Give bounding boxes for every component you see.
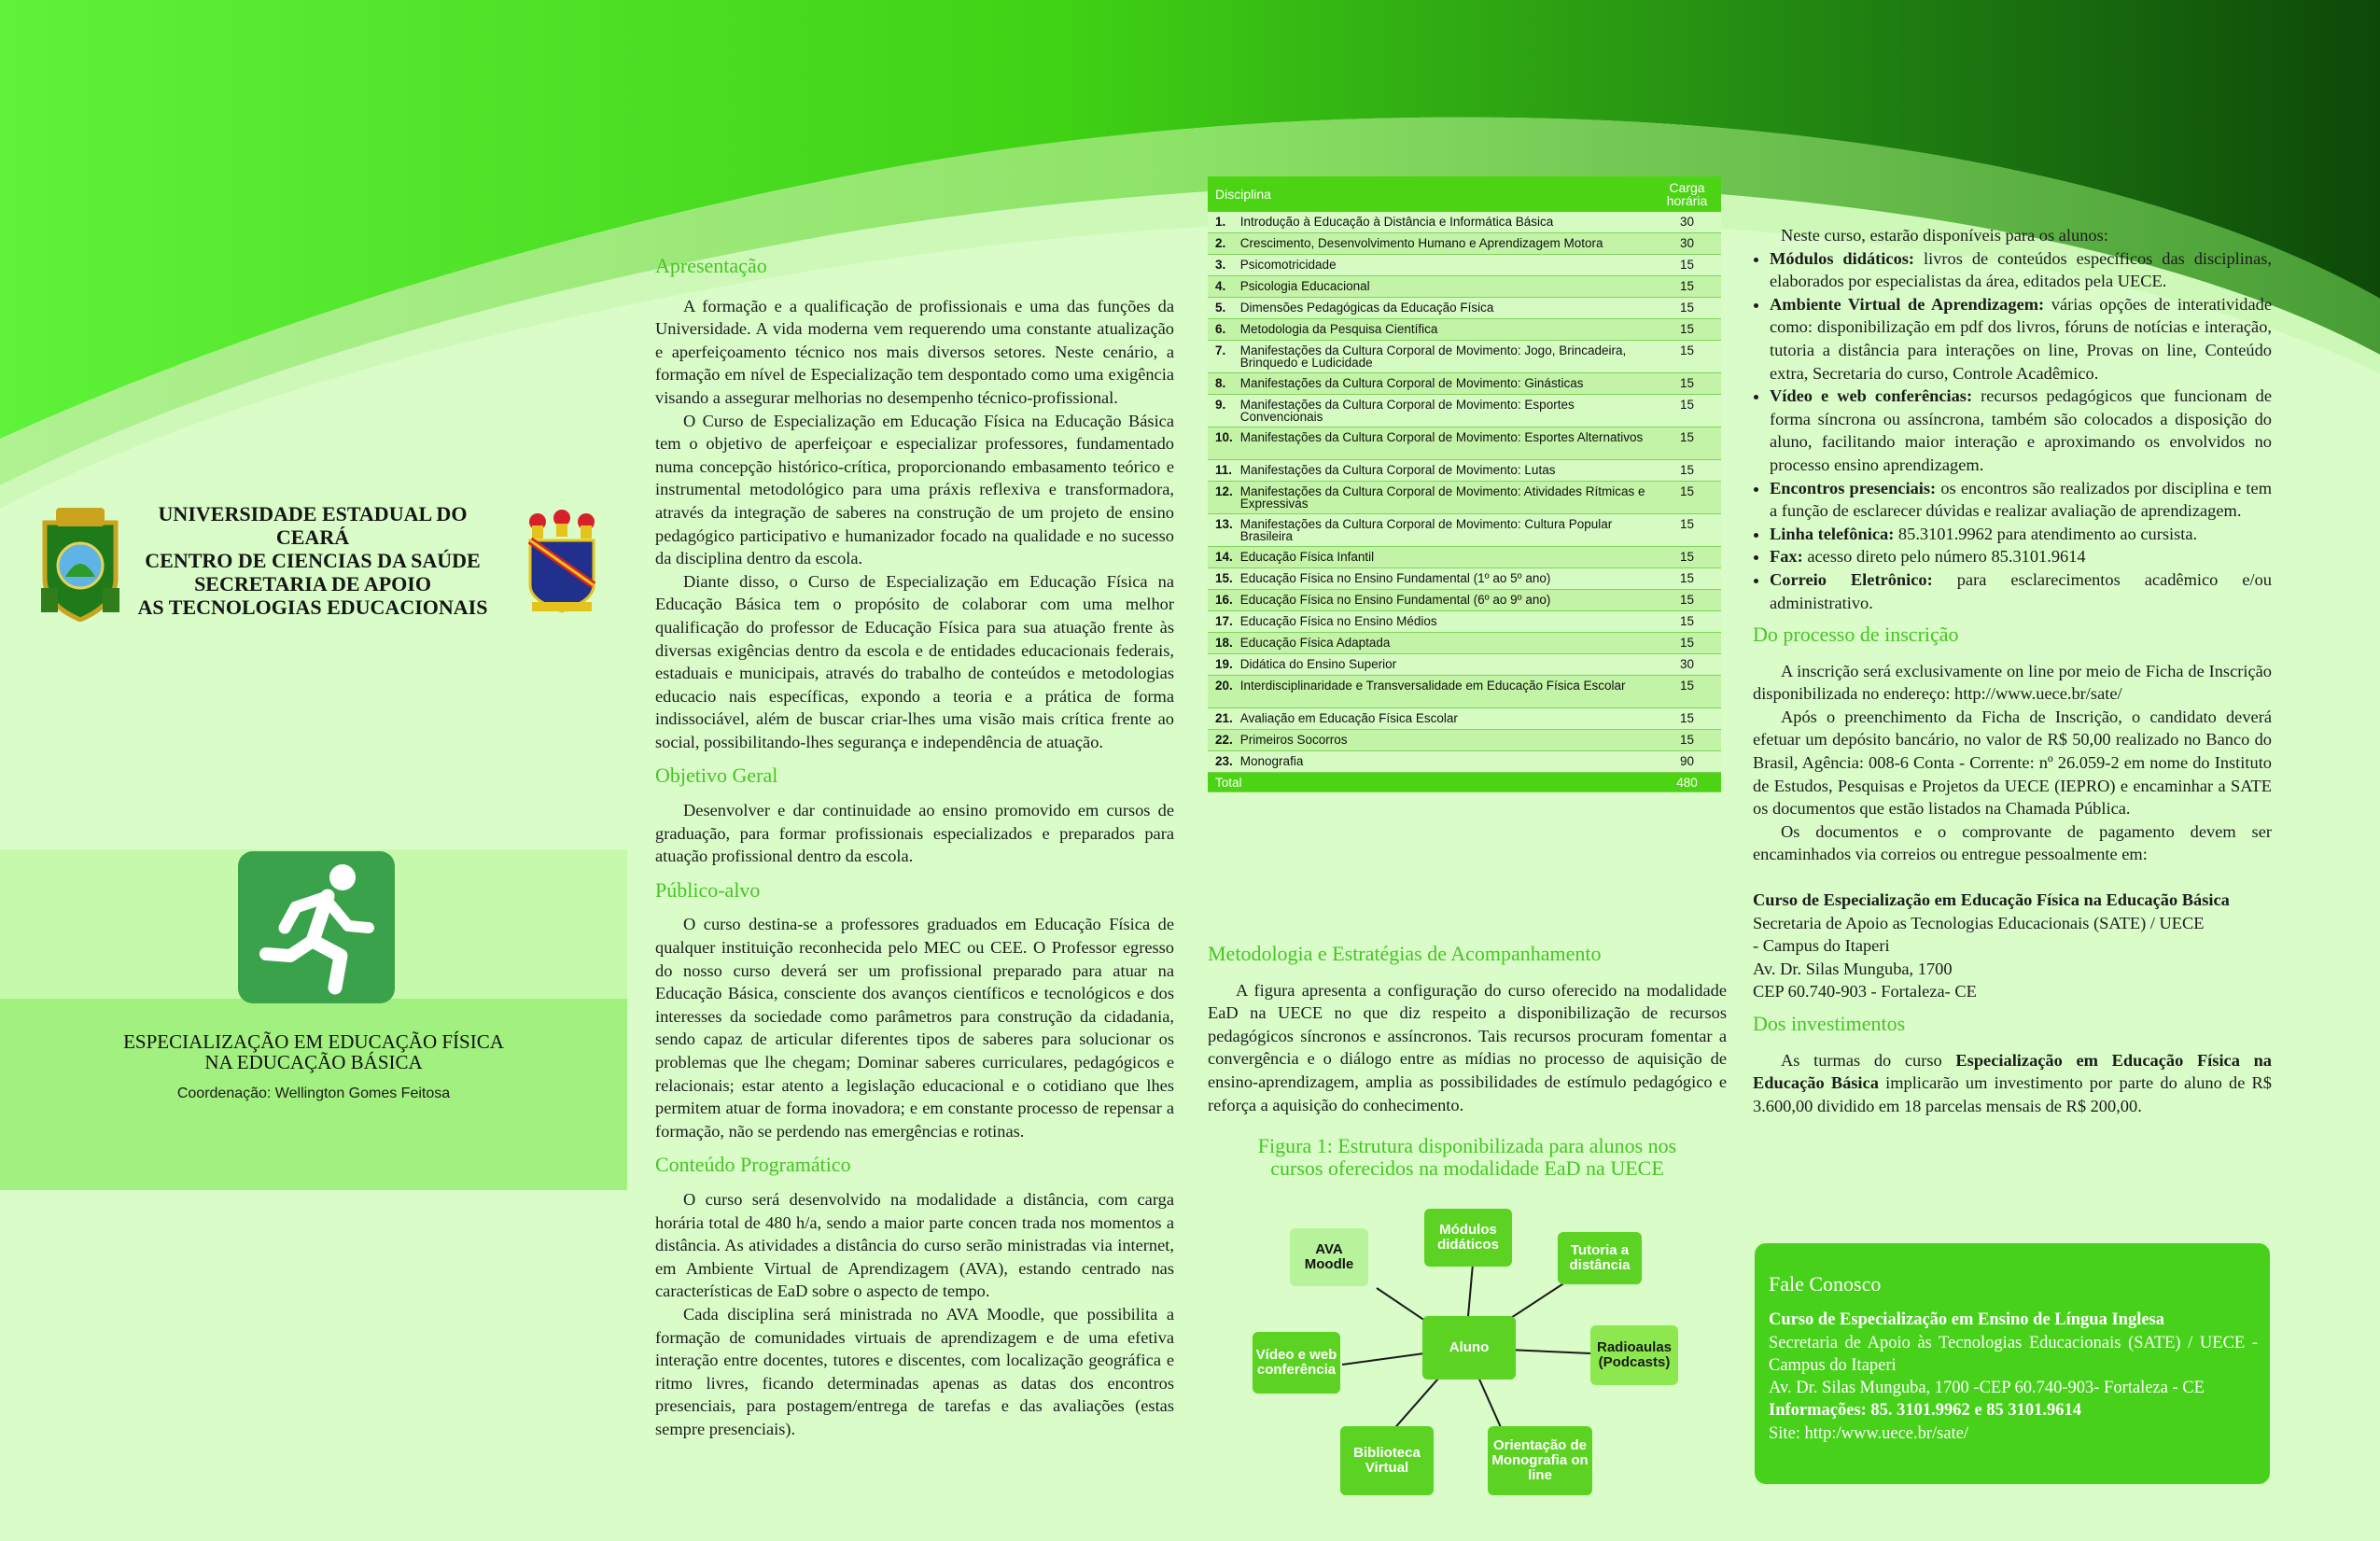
- resource-label: Fax:: [1770, 547, 1803, 567]
- row-discipline: Metodologia da Pesquisa Científica: [1237, 319, 1653, 341]
- address-line: Secretaria de Apoio as Tecnologias Educacionais (SATE) / UECE: [1753, 913, 2205, 932]
- resource-text: várias opções de interatividade como: disponibilização em pdf dos livros, fóruns de notícias e interação, tutoria a distância para interações on line, Provas on line, Conteúdo extra, Secretaria do curso, Controle Acadêmico.: [1770, 294, 2272, 383]
- resource-label: Linha telefônica:: [1770, 524, 1895, 543]
- row-number: 16.: [1208, 590, 1237, 611]
- row-number: 9.: [1208, 395, 1237, 427]
- table-row: [1208, 341, 1721, 373]
- node-ava-moodle: AVA Moodle: [1290, 1228, 1368, 1286]
- disciplines-table: [1208, 176, 1721, 792]
- resource-text: recursos pedagógicos que funcionam de forma síncrona ou assíncrona, também são colocados a disposição do aluno, facilitando maior interação e aproximando os envolvidos no processo ensino aprendizagem.: [1770, 386, 2273, 474]
- row-number: 23.: [1208, 751, 1237, 773]
- row-hours: 15: [1653, 590, 1721, 611]
- row-discipline: Interdisciplinaridade e Transversalidade em Educação Física Escolar: [1237, 676, 1653, 708]
- table-row: [1208, 633, 1721, 654]
- row-hours: 15: [1653, 341, 1721, 373]
- table-row: [1208, 373, 1721, 395]
- row-number: 22.: [1208, 730, 1237, 751]
- table-row: [1208, 298, 1721, 319]
- resource-text: 85.3101.9962 para atendimento ao cursista.: [1894, 524, 2198, 543]
- row-discipline: Manifestações da Cultura Corporal de Movimento: Esportes Convencionais: [1237, 395, 1653, 427]
- contact-line: Av. Dr. Silas Munguba, 1700 -CEP 60.740-903- Fortaleza - CE: [1769, 1379, 2205, 1398]
- row-discipline: Primeiros Socorros: [1237, 730, 1653, 751]
- inv-bold: Especialização em Educação Física na Educação Básica: [1753, 1050, 2273, 1093]
- address-line: CEP 60.740-903 - Fortaleza- CE: [1753, 982, 1977, 1002]
- row-hours: 30: [1653, 654, 1721, 676]
- contact-phones: Informações: 85. 3101.9962 e 85 3101.9614: [1769, 1401, 2082, 1421]
- resource-item: [1770, 545, 2272, 568]
- resource-item: [1770, 293, 2272, 385]
- course-title: [112, 1031, 515, 1072]
- row-number: 1.: [1208, 212, 1237, 233]
- section-title-metodologia: Metodologia e Estratégias de Acompanhamento: [1208, 942, 1602, 965]
- resource-label: Ambiente Virtual de Aprendizagem:: [1770, 294, 2045, 314]
- institution-line: AS TECNOLOGIAS EDUCACIONAIS: [137, 595, 488, 619]
- row-discipline: Introdução à Educação à Distância e Informática Básica: [1237, 212, 1653, 233]
- course-title-line: NA EDUCAÇÃO BÁSICA: [204, 1051, 423, 1073]
- table-row: [1208, 568, 1721, 590]
- table-row: [1208, 708, 1721, 730]
- row-number: 15.: [1208, 568, 1237, 590]
- resource-text: para esclarecimentos acadêmico e/ou administrativo.: [1770, 569, 2272, 612]
- section-title-publico: Público-alvo: [655, 877, 761, 902]
- paragraph: Diante disso, o Curso de Especialização em Educação Física na Educação Básica tem o propósito de colaborar com uma melhor qualificação do professor de Educação Física para sua atuação frente às diversas exigências dentro da escola e de entidades educacionais federais, estaduais e municipais, através do trabalho de conteúdos e metodologias educacio nais específicas, expondo a teoria e a prática de forma indissociável, além de buscar criar-lhes uma visão mais crítica frente ao social, possibilitando-lhes segurança e independência de atuação.: [655, 571, 1174, 751]
- institution-name: [131, 502, 495, 619]
- table-row: [1208, 514, 1721, 547]
- row-discipline: Manifestações da Cultura Corporal de Movimento: Cultura Popular Brasileira: [1237, 514, 1653, 547]
- column-2: [1208, 943, 1727, 1180]
- row-discipline: Educação Física Adaptada: [1237, 633, 1653, 654]
- table-header-row: [1208, 176, 1721, 212]
- row-hours: 15: [1653, 730, 1721, 751]
- row-discipline: Manifestações da Cultura Corporal de Movimento: Lutas: [1237, 460, 1653, 482]
- row-hours: 15: [1653, 708, 1721, 730]
- resource-label: Correio Eletrônico:: [1770, 569, 1933, 589]
- section-title-investimentos: Dos investimentos: [1753, 1012, 1906, 1035]
- row-discipline: Manifestações da Cultura Corporal de Movimento: Jogo, Brincadeira, Brinquedo e Ludicidade: [1237, 341, 1653, 373]
- row-discipline: Educação Física no Ensino Fundamental (6º ao 9º ano): [1237, 590, 1653, 611]
- node-orientacao: Orientação de Monografia on line: [1488, 1426, 1592, 1495]
- row-number: 18.: [1208, 633, 1237, 654]
- row-hours: 15: [1653, 460, 1721, 482]
- table-row: [1208, 590, 1721, 611]
- row-number: 21.: [1208, 708, 1237, 730]
- table-row: [1208, 319, 1721, 341]
- coordination: Coordenação: Wellington Gomes Feitosa: [176, 1086, 451, 1101]
- header-hours: Carga horária: [1653, 176, 1721, 212]
- paragraph: A inscrição será exclusivamente on line por meio de Ficha de Inscrição disponibilizada no endereço: http://www.uece.br/sate/: [1753, 661, 2272, 704]
- row-hours: 15: [1653, 611, 1721, 633]
- figure-title: [1208, 1135, 1727, 1180]
- ceara-crest-logo: [37, 504, 123, 622]
- table-row: [1208, 255, 1721, 276]
- row-number: 12.: [1208, 482, 1237, 514]
- inv-post: implicarão um investimento por parte do aluno de R$ 3.600,00 dividido em 18 parcelas mensais de R$ 200,00.: [1753, 1073, 2272, 1115]
- uece-crest-logo: [525, 509, 599, 616]
- row-hours: 15: [1653, 276, 1721, 298]
- paragraph: O Curso de Especialização em Educação Física na Educação Básica tem o objetivo de aperfeiçoar e especializar professores, fundamentado numa concepção histórico-crítica, proporcionando embasamento teórico e instrumental metodológico para uma práxis reflexiva e transformadora, através da integração de saberes na construção de um projeto de ensino pedagógico participativo e humanizador focado na qualidade e no sucesso da disciplina dentro da escola.: [655, 411, 1174, 568]
- row-hours: 15: [1653, 568, 1721, 590]
- section-title-inscricao: Do processo de inscrição: [1753, 623, 1959, 647]
- row-hours: 15: [1653, 255, 1721, 276]
- paragraph: Cada disciplina será ministrada no AVA Moodle, que possibilita a formação de comunidades virtuais de aprendizagem e de uma efetiva interação entre docentes, tutores e discentes, com localização geográfica e ritmo livres, ficando determinadas apenas as datas dos encontros presenciais, para postagem/entrega de tarefas e das avaliações (estas sempre presenciais).: [655, 1304, 1174, 1438]
- resource-text: acesso direto pelo número 85.3101.9614: [1802, 547, 2086, 567]
- paragraph: Desenvolver e dar continuidade ao ensino promovido em cursos de graduação, para formar profissionais especializados e preparados para atuação profissional dentro da escola.: [655, 801, 1174, 866]
- total-label: Total: [1208, 773, 1653, 792]
- total-hours: 480: [1653, 773, 1721, 792]
- resource-item: [1770, 477, 2272, 523]
- table-row: [1208, 395, 1721, 427]
- resource-item: [1770, 568, 2272, 614]
- node-video-conferencia: Vídeo e web conferência: [1253, 1332, 1340, 1394]
- figure-title-line: cursos oferecidos na modalidade EaD na UECE: [1270, 1156, 1664, 1181]
- table-row: [1208, 427, 1721, 460]
- row-discipline: Crescimento, Desenvolvimento Humano e Aprendizagem Motora: [1237, 233, 1653, 255]
- row-hours: 15: [1653, 373, 1721, 395]
- resource-text: livros de conteúdos específicos das disciplinas, elaborados por especialistas da área, editados pela UECE.: [1770, 248, 2272, 291]
- row-number: 17.: [1208, 611, 1237, 633]
- table-row: [1208, 654, 1721, 676]
- row-discipline: Monografia: [1237, 751, 1653, 773]
- row-discipline: Manifestações da Cultura Corporal de Movimento: Atividades Rítmicas e Expressivas: [1237, 482, 1653, 514]
- section-title-apresentacao: Apresentação: [655, 254, 767, 277]
- row-hours: 90: [1653, 751, 1721, 773]
- contact-course: Curso de Especialização em Ensino de Língua Inglesa: [1769, 1310, 2165, 1330]
- row-number: 6.: [1208, 319, 1237, 341]
- table-row: [1208, 730, 1721, 751]
- node-tutoria: Tutoria a distância: [1558, 1232, 1642, 1284]
- resource-label: Encontros presenciais:: [1770, 478, 1937, 497]
- inv-pre: As turmas do curso: [1781, 1050, 1956, 1070]
- row-number: 11.: [1208, 460, 1237, 482]
- row-hours: 30: [1653, 233, 1721, 255]
- row-number: 14.: [1208, 547, 1237, 568]
- row-discipline: Didática do Ensino Superior: [1237, 654, 1653, 676]
- row-number: 13.: [1208, 514, 1237, 547]
- contact-title: Fale Conosco: [1769, 1272, 1882, 1296]
- contact-line: Secretaria de Apoio às Tecnologias Educacionais (SATE) / UECE - Campus do Itaperi: [1769, 1333, 2258, 1375]
- investimento-paragraph: [1753, 1049, 2272, 1118]
- paragraph: Os documentos e o comprovante de pagamento devem ser encaminhados via correios ou entregue pessoalmente em:: [1753, 821, 2272, 864]
- contact-box: [1755, 1243, 2270, 1484]
- resource-label: Módulos didáticos:: [1770, 248, 1915, 268]
- table-row: [1208, 611, 1721, 633]
- row-discipline: Psicomotricidade: [1237, 255, 1653, 276]
- paragraph: A formação e a qualificação de profissionais e uma das funções da Universidade. A vida moderna vem requerendo uma constante atualização e aperfeiçoamento técnico nos mais diversos setores. Neste cenário, a formação em nível de Especialização tem despontado como uma exigência visando a assegurar melhorias no desempenho técnico-profissional.: [655, 296, 1174, 407]
- course-title-line: ESPECIALIZAÇÃO EM EDUCAÇÃO FÍSICA: [123, 1030, 504, 1053]
- row-hours: 15: [1653, 298, 1721, 319]
- row-number: 8.: [1208, 373, 1237, 395]
- paragraph: O curso destina-se a professores graduados em Educação Física de qualquer instituição reconhecida pelo MEC ou CEE. O Professor egresso do nosso curso deverá ser um profissional preparado para atuar na Educação Básica, consciente dos avanços científicos e tecnológicos e dos interesses da sociedade como parâmetros para construção da cidadania, sendo capaz de articular diferentes tipos de saberes para solucionar os problemas que lhe chegam; Dominar saberes curriculares, pedagógicos e relacionais; estar atento a legislação educacional e o cotidiano que lhes permitem atuar de forma inovadora; e em constante processo de repensar a formação, não se perdendo nas emergências e rotinas.: [655, 915, 1174, 1141]
- row-number: 5.: [1208, 298, 1237, 319]
- table-row: [1208, 233, 1721, 255]
- resource-item: [1770, 247, 2272, 293]
- row-discipline: Manifestações da Cultura Corporal de Movimento: Esportes Alternativos: [1237, 427, 1653, 460]
- paragraph: O curso será desenvolvido na modalidade a distância, com carga horária total de 480 h/a, sendo a maior parte concen trada nos momentos a distância. As atividades a distância do curso serão ministradas via internet, em Ambiente Virtual de Aprendizagem (AVA), estando centrado nas características de EaD sobre o aspecto de tempo.: [655, 1189, 1174, 1301]
- resource-item: [1770, 523, 2272, 546]
- paragraph: A figura apresenta a configuração do curso oferecido na modalidade EaD na UECE no que diz respeito a disponibilização de recursos pedagógicos síncronos e assíncronos. Tais recursos procuram fomentar a convergência e o diálogo entre as mídias no processo de aquisição de ensino-aprendizagem, amplia as possibilidades de estímulo pedagógico e reforça a aquisição do conhecimento.: [1208, 980, 1727, 1114]
- row-number: 10.: [1208, 427, 1237, 460]
- address-line: - Campus do Itaperi: [1753, 936, 1890, 956]
- address-line: Av. Dr. Silas Munguba, 1700: [1753, 959, 1953, 978]
- institution-line: CENTRO DE CIENCIAS DA SAÚDE: [145, 549, 481, 572]
- table-row: [1208, 482, 1721, 514]
- column-1: [655, 255, 1174, 1441]
- node-modulos-didaticos: Módulos didáticos: [1424, 1209, 1512, 1267]
- section-title-objetivo: Objetivo Geral: [655, 763, 778, 788]
- row-hours: 15: [1653, 547, 1721, 568]
- paragraph: Após o preenchimento da Ficha de Inscrição, o candidato deverá efetuar um depósito bancário, no valor de R$ 50,00 realizado no Banco do Brasil, Agência: 008-6 Conta - Corrente: nº 26.059-2 em nome do Instituto de Estudos, Pesquisas e Projetos da UECE (IEPRO) e encaminhar a SATE os documentos que estão listados na Chamada Pública.: [1753, 707, 2272, 819]
- row-number: 7.: [1208, 341, 1237, 373]
- row-discipline: Psicologia Educacional: [1237, 276, 1653, 298]
- row-number: 2.: [1208, 233, 1237, 255]
- node-biblioteca: Biblioteca Virtual: [1340, 1426, 1434, 1495]
- node-aluno: Aluno: [1422, 1316, 1516, 1380]
- table-row: [1208, 460, 1721, 482]
- table-row: [1208, 547, 1721, 568]
- section-title-conteudo: Conteúdo Programático: [655, 1153, 851, 1177]
- intro: Neste curso, estarão disponíveis para os alunos:: [1781, 226, 2108, 245]
- address-course: Curso de Especialização em Educação Física na Educação Básica: [1753, 890, 2230, 910]
- row-discipline: Educação Física no Ensino Médios: [1237, 611, 1653, 633]
- row-hours: 15: [1653, 319, 1721, 341]
- resource-text: os encontros são realizados por disciplina e tem a função de esclarecer dúvidas e realizar avaliação de aprendizagem.: [1770, 478, 2272, 521]
- resource-label: Vídeo e web conferências:: [1770, 386, 1973, 406]
- row-hours: 30: [1653, 212, 1721, 233]
- institution-line: UNIVERSIDADE ESTADUAL DO CEARÁ: [158, 502, 468, 549]
- row-hours: 15: [1653, 514, 1721, 547]
- row-discipline: Dimensões Pedagógicas da Educação Física: [1237, 298, 1653, 319]
- row-hours: 15: [1653, 633, 1721, 654]
- row-number: 3.: [1208, 255, 1237, 276]
- row-discipline: Educação Física Infantil: [1237, 547, 1653, 568]
- row-discipline: Avaliação em Educação Física Escolar: [1237, 708, 1653, 730]
- resource-item: [1770, 385, 2272, 476]
- institution-line: SECRETARIA DE APOIO: [194, 572, 431, 595]
- row-discipline: Educação Física no Ensino Fundamental (1º ao 5º ano): [1237, 568, 1653, 590]
- table-row: [1208, 276, 1721, 298]
- figure-title-line: Figura 1: Estrutura disponibilizada para alunos nos: [1257, 1134, 1677, 1158]
- table-row: [1208, 751, 1721, 773]
- header-discipline: Disciplina: [1208, 176, 1653, 212]
- row-discipline: Manifestações da Cultura Corporal de Movimento: Ginásticas: [1237, 373, 1653, 395]
- contact-site-link[interactable]: Site: http:/www.uece.br/sate/: [1769, 1423, 1969, 1443]
- runner-icon: [238, 851, 395, 1003]
- row-hours: 15: [1653, 676, 1721, 708]
- row-hours: 15: [1653, 482, 1721, 514]
- column-3: [1753, 224, 2272, 1117]
- table-row: [1208, 212, 1721, 233]
- table-row: [1208, 676, 1721, 708]
- row-hours: 15: [1653, 427, 1721, 460]
- table-total-row: [1208, 773, 1721, 792]
- row-number: 4.: [1208, 276, 1237, 298]
- row-number: 19.: [1208, 654, 1237, 676]
- row-number: 20.: [1208, 676, 1237, 708]
- node-radioaulas: Radioaulas (Podcasts): [1590, 1325, 1678, 1385]
- resources-list: [1753, 247, 2272, 615]
- row-hours: 15: [1653, 395, 1721, 427]
